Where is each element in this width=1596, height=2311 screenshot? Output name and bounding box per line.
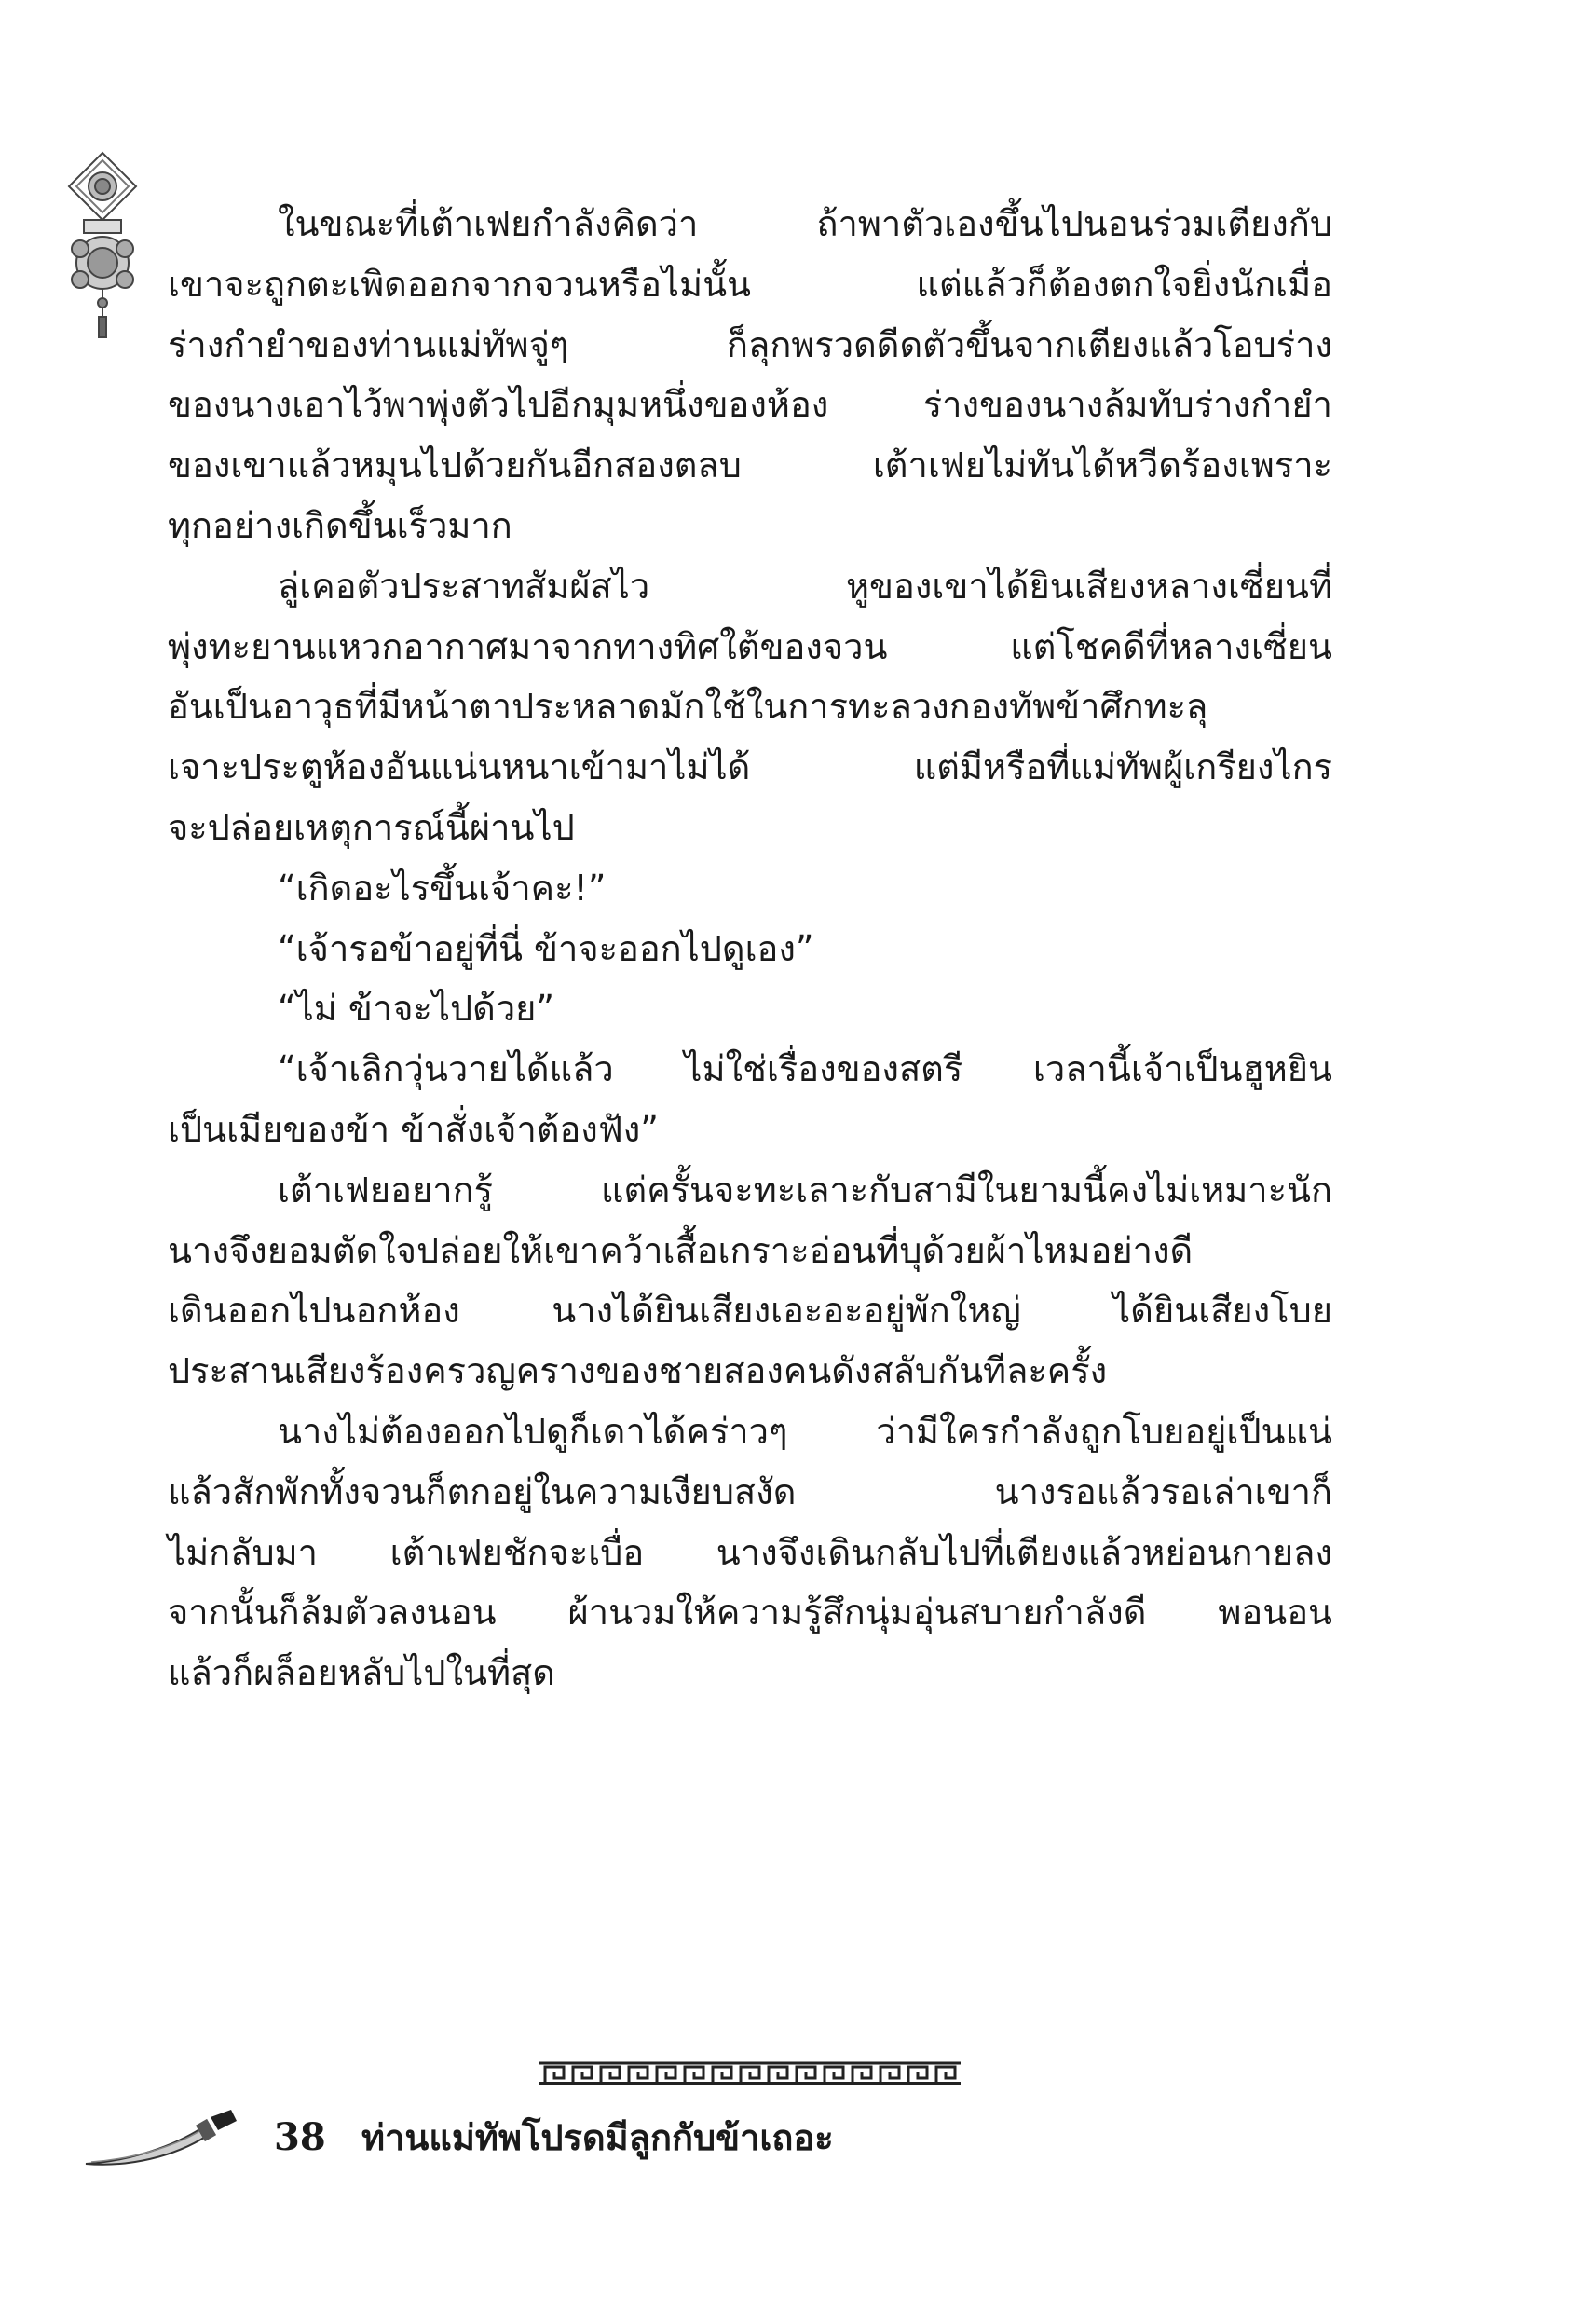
paragraph-line: ร่างกำยำของท่านแม่ทัพจู่ๆ ก็ลุกพรวดดีดตัวขึ้นจากเตียงแล้วโอบร่าง bbox=[168, 323, 1332, 365]
paragraph-line: ประสานเสียงร้องครวญครางของชายสองคนดังสลับกันทีละครั้ง bbox=[168, 1350, 1108, 1392]
paragraph: เต้าเฟยอยากรู้ แต่ครั้นจะทะเลาะกับสามีในยามนี้คงไม่เหมาะนัก bbox=[278, 1169, 1332, 1210]
paragraph-line: เดินออกไปนอกห้อง นางได้ยินเสียงเอะอะอยู่พักใหญ่ ได้ยินเสียงโบย bbox=[168, 1290, 1332, 1332]
body-text bbox=[168, 194, 1332, 1703]
paragraph-line: แล้วก็ผล็อยหลับไปในที่สุด bbox=[168, 1652, 555, 1694]
paragraph: ลู่เคอตัวประสาทสัมผัสไว หูของเขาได้ยินเสียงหลางเซี่ยนที่ bbox=[278, 565, 1332, 607]
paragraph-line: พุ่งทะยานแหวกอากาศมาจากทางทิศใต้ของจวน แต่โชคดีที่หลางเซี่ยน bbox=[168, 625, 1332, 667]
paragraph-line: ของเขาแล้วหมุนไปด้วยกันอีกสองตลบ เต้าเฟยไม่ทันได้หวีดร้องเพราะ bbox=[168, 444, 1332, 486]
page-number: 38 bbox=[274, 2115, 326, 2159]
knife-icon bbox=[82, 2108, 240, 2171]
ornamental-divider bbox=[536, 2059, 964, 2087]
publisher-emblem-icon bbox=[63, 151, 142, 342]
book-title: ท่านแม่ทัพโปรดมีลูกกับข้าเถอะ bbox=[361, 2117, 834, 2158]
paragraph-line: แล้วสักพักทั้งจวนก็ตกอยู่ในความเงียบสงัด นางรอแล้วรอเล่าเขาก็ bbox=[168, 1470, 1332, 1512]
paragraph-line: จะปล่อยเหตุการณ์นี้ผ่านไป bbox=[168, 806, 575, 848]
paragraph-line: อันเป็นอาวุธที่มีหน้าตาประหลาดมักใช้ในการทะลวงกองทัพข้าศึกทะลุ bbox=[168, 686, 1208, 728]
paragraph-line: ไม่กลับมา เต้าเฟยชักจะเบื่อ นางจึงเดินกลับไปที่เตียงแล้วหย่อนกายลง bbox=[168, 1531, 1332, 1573]
dialogue-line: “เจ้ารอข้าอยู่ที่นี่ ข้าจะออกไปดูเอง” bbox=[278, 927, 814, 969]
paragraph-line: เป็นเมียของข้า ข้าสั่งเจ้าต้องฟัง” bbox=[168, 1108, 659, 1150]
paragraph-line: ของนางเอาไว้พาพุ่งตัวไปอีกมุมหนึ่งของห้อง ร่างของนางล้มทับร่างกำยำ bbox=[168, 384, 1332, 426]
paragraph: นางไม่ต้องออกไปดูก็เดาได้คร่าวๆ ว่ามีใครกำลังถูกโบยอยู่เป็นแน่ bbox=[278, 1410, 1332, 1452]
paragraph-line: เจาะประตูห้องอันแน่นหนาเข้ามาไม่ได้ แต่มีหรือที่แม่ทัพผู้เกรียงไกร bbox=[168, 746, 1332, 788]
paragraph-line: จากนั้นก็ล้มตัวลงนอน ผ้านวมให้ความรู้สึกนุ่มอุ่นสบายกำลังดี พอนอน bbox=[168, 1592, 1332, 1634]
dialogue-line: “เจ้าเลิกวุ่นวายได้แล้ว ไม่ใช่เรื่องของสตรี เวลานี้เจ้าเป็นฮูหยิน bbox=[278, 1048, 1332, 1090]
paragraph-line: เขาจะถูกตะเพิดออกจากจวนหรือไม่นั้น แต่แล้วก็ต้องตกใจยิ่งนักเมื่อ bbox=[168, 263, 1332, 305]
dialogue-line: “ไม่ ข้าจะไปด้วย” bbox=[278, 988, 555, 1030]
paragraph: ในขณะที่เต้าเฟยกำลังคิดว่า ถ้าพาตัวเองขึ้นไปนอนร่วมเตียงกับ bbox=[278, 203, 1332, 244]
dialogue-line: “เกิดอะไรขึ้นเจ้าคะ!” bbox=[278, 867, 607, 909]
paragraph-line: นางจึงยอมตัดใจปล่อยให้เขาคว้าเสื้อเกราะอ่อนที่บุด้วยผ้าไหมอย่างดี bbox=[168, 1229, 1194, 1271]
paragraph-line: ทุกอย่างเกิดขึ้นเร็วมาก bbox=[168, 504, 512, 546]
